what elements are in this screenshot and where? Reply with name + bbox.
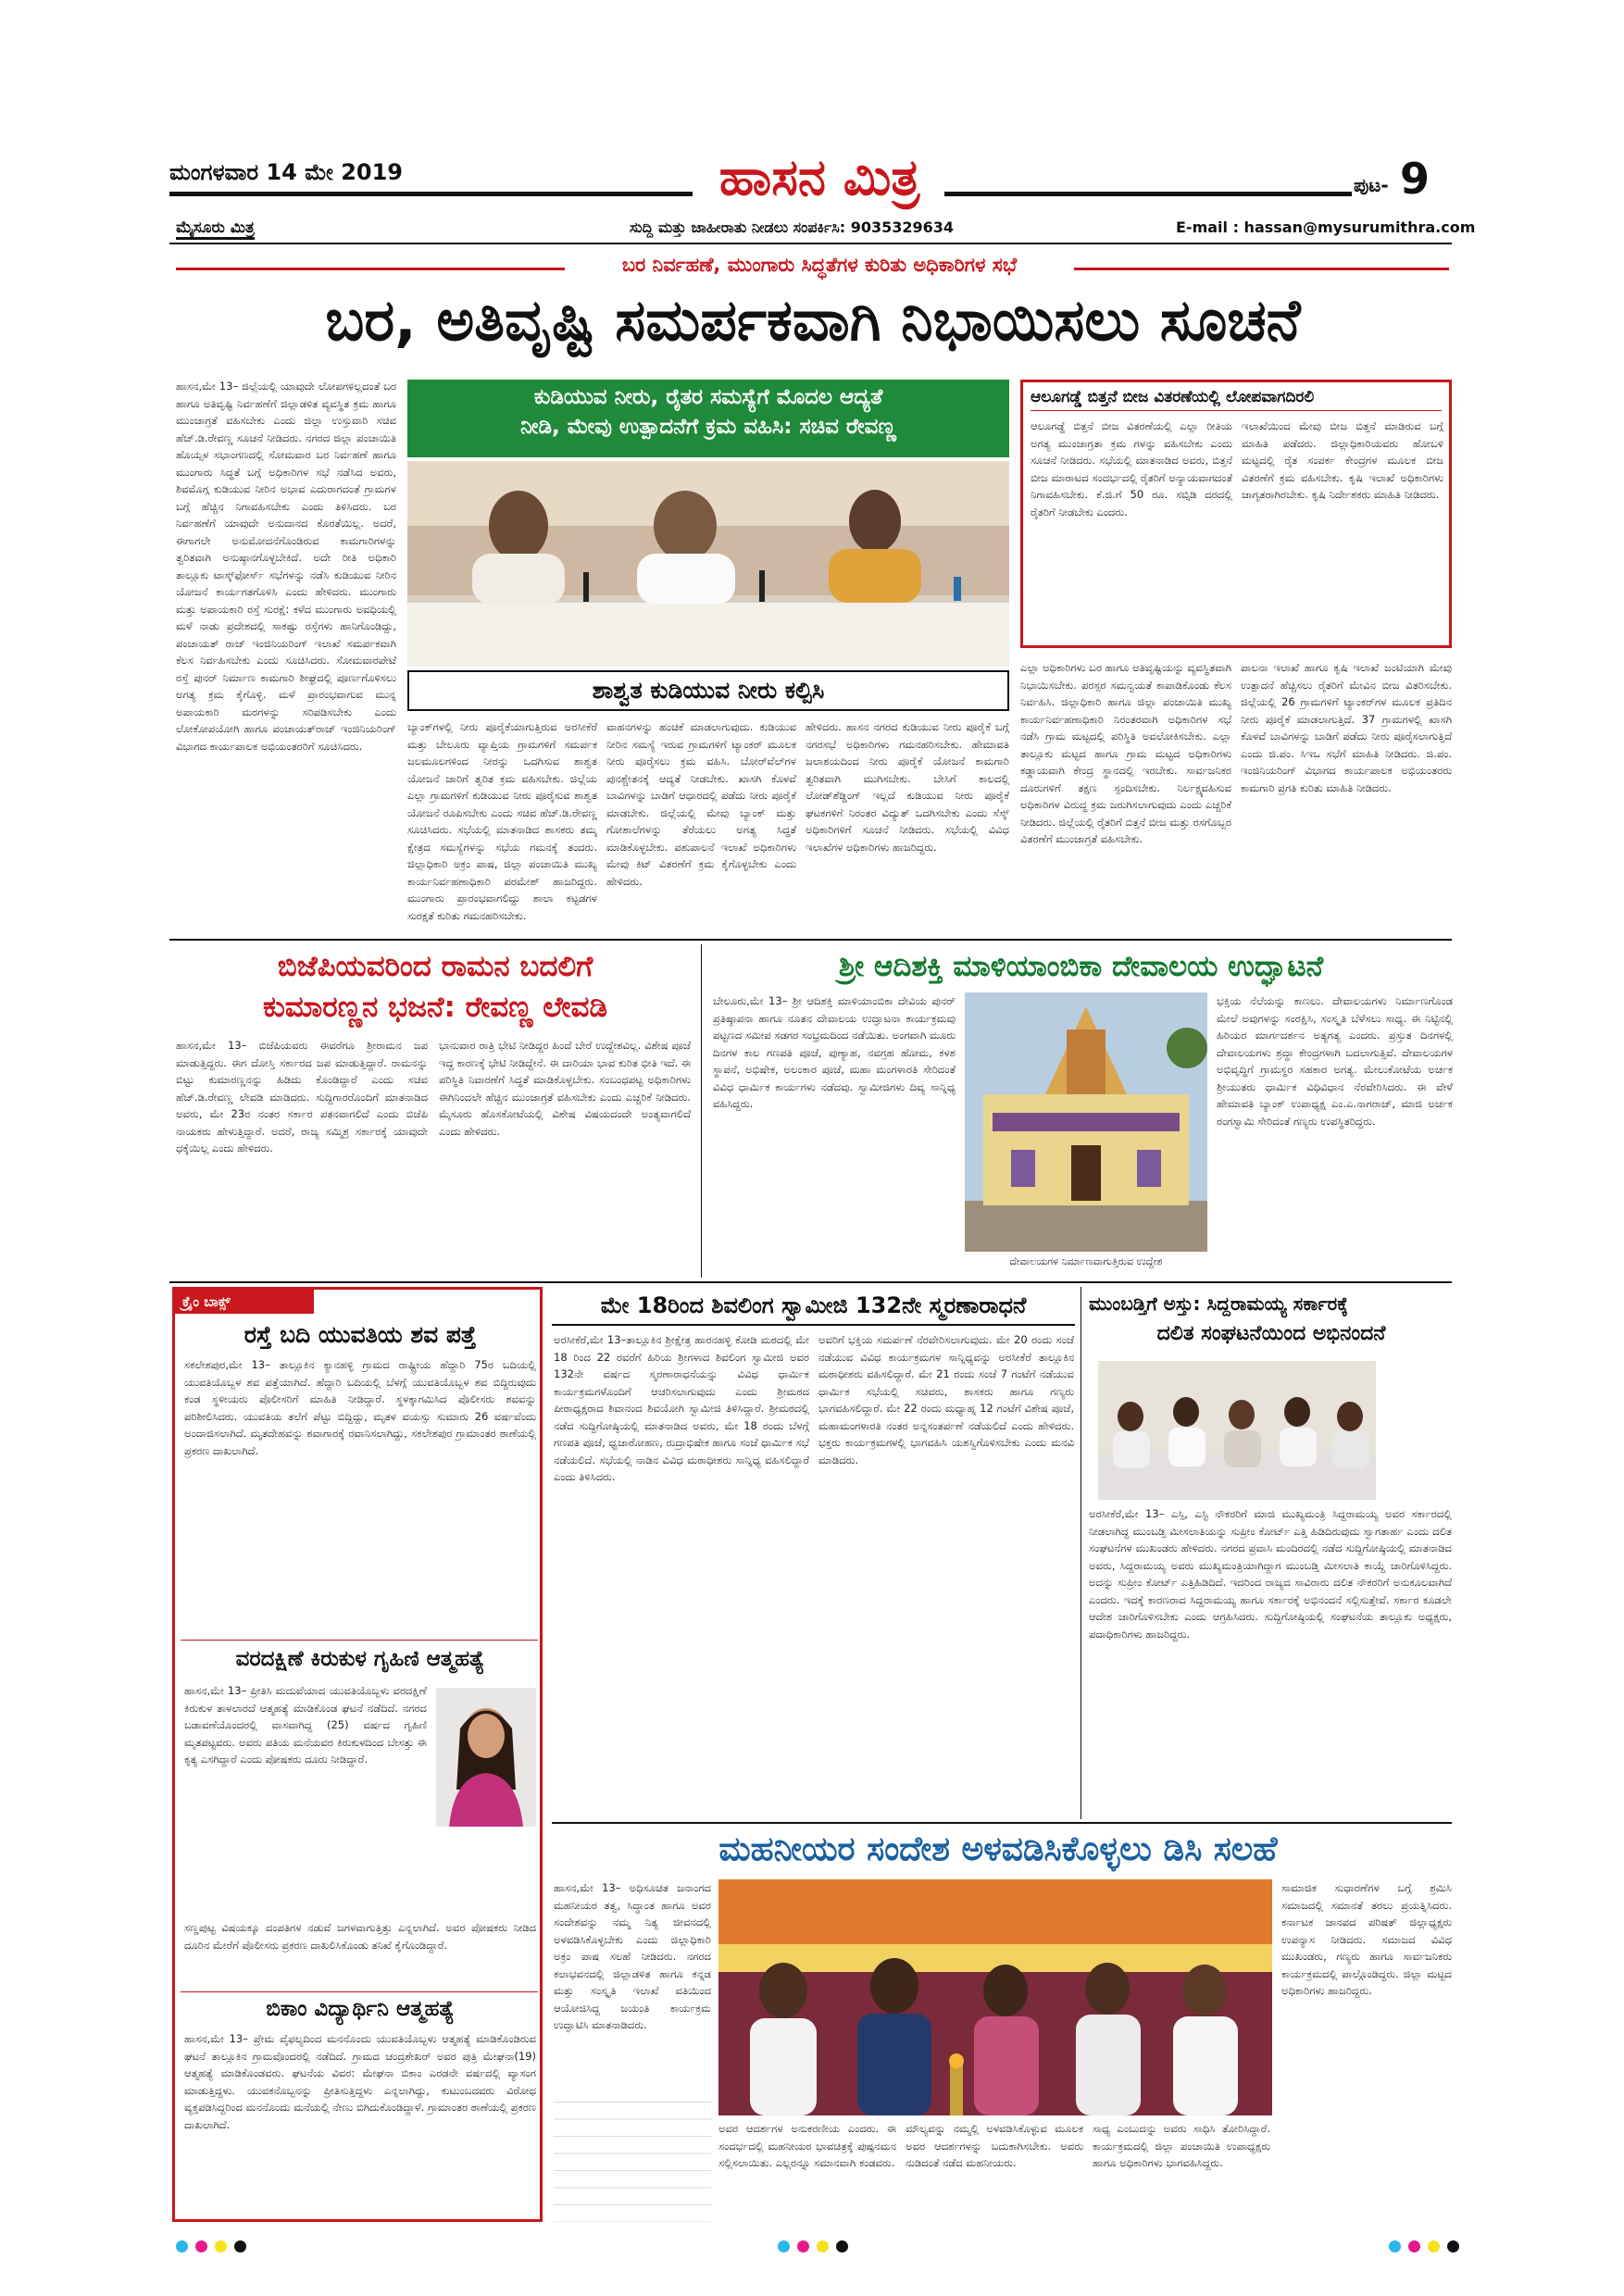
lower-horizontal-rule <box>552 1822 1452 1824</box>
registration-marks-left <box>176 2239 254 2256</box>
seed-box-text-a: ಆಲೂಗಡ್ಡೆ ಬಿತ್ತನೆ ಬೀಜ ವಿತರಣೆಯಲ್ಲಿ ಎಲ್ಲಾ ರೀತಿಯ ಅಗತ್ಯ ಮುಂಜಾಗ್ರತಾ ಕ್ರಮ ಗಳನ್ನು ವಹಿಸಬೇಕು ಎಂದು ಸೂಚನೆ ನೀಡಿದರು. ಸಭೆಯಲ್ಲಿ ಮಾತನಾಡಿದ ಅವರು, ಬಿತ್ತನೆ ಬೀಜ ಮಾರಾಟದ ಸಂದರ್ಭದಲ್ಲಿ ರೈತರಿಗೆ ಅನ್ಯಾಯವಾಗದಂತೆ ನಿಗಾವಹಿಸಬೇಕು. ಕೆ.ಜಿ.ಗೆ 50 ರೂ. ಸಬ್ಸಿಡಿ ದರದಲ್ಲಿ ರೈತರಿಗೆ ನೀಡಬೇಕು ಎಂದರು. <box>1031 419 1232 518</box>
vertical-divider-mid <box>701 944 702 1278</box>
lead-subhead-band <box>407 380 1009 457</box>
masthead-left-rule <box>169 192 693 196</box>
mumbadthi-photo <box>1098 1361 1376 1500</box>
crime-text-1: ಸಕಲೇಶಪುರ,ಮೇ 13– ತಾಲ್ಲೂಕಿನ ಕ್ಯಾನಹಳ್ಳಿ ಗ್ರಾಮದ ರಾಷ್ಟ್ರೀಯ ಹೆದ್ದಾರಿ 75ರ ಬದಿಯಲ್ಲಿ ಯುವತಿಯೊಬ್ಬಳ ಶವ ಪತ್ತೆಯಾಗಿದೆ. ಹೆದ್ದಾರಿ ಬದಿಯಲ್ಲಿ ಬೆಳಗ್ಗೆ ಯುವತಿಯೊಬ್ಬಳ ಶವ ಬಿದ್ದಿರುವುದು ಕಂಡ ಸ್ಥಳೀಯರು ಪೊಲೀಸರಿಗೆ ಮಾಹಿತಿ ನೀಡಿದ್ದಾರೆ. ಸ್ಥಳಕ್ಕಾಗಮಿಸಿದ ಪೊಲೀಸರು ಶವವನ್ನು ಪರಿಶೀಲಿಸಿದರು. ಯುವತಿಯ ತಲೆಗೆ ಪೆಟ್ಟು ಬಿದ್ದಿದ್ದು, ಮೃತಳ ವಯಸ್ಸು ಸುಮಾರು 26 ವರ್ಷವೆಂದು ಅಂದಾಜಿಸಲಾಗಿದೆ. ಮೃತದೇಹವನ್ನು ಶವಾಗಾರಕ್ಕೆ ರವಾನಿಸಲಾಗಿದ್ದು, ಸಕಲೇಶಪುರ ಗ್ರಾಮಾಂತರ ಠಾಣೆಯಲ್ಲಿ ಪ್ರಕರಣ ದಾಖಲಾಗಿದೆ. <box>184 1358 536 1457</box>
lead-column-6: ಪಾಲನಾ ಇಲಾಖೆ ಹಾಗೂ ಕೃಷಿ ಇಲಾಖೆ ಜಂಟಿಯಾಗಿ ಮೇವು ಉತ್ಪಾದನೆ ಹೆಚ್ಚಿಸಲು ರೈತರಿಗೆ ಮೇವಿನ ಬೀಜ ವಿತರಿಸಬೇಕು. ಜಿಲ್ಲೆಯಲ್ಲಿ 26 ಗ್ರಾಮಗಳಿಗೆ ಟ್ಯಾಂಕರ್‌ಗಳ ಮೂಲಕ ಪ್ರತಿದಿನ ನೀರು ಪೂರೈಕೆ ಮಾಡಲಾಗುತ್ತಿದೆ. 37 ಗ್ರಾಮಗಳಲ್ಲಿ ಖಾಸಗಿ ಕೊಳವೆ ಬಾವಿಗಳನ್ನು ಬಾಡಿಗೆ ಪಡೆದು ನೀರು ಪೂರೈಸಲಾಗುತ್ತಿದೆ ಎಂದು ಜಿ.ಪಂ. ಸಿಇಒ ಸಭೆಗೆ ಮಾಹಿತಿ ನೀಡಿದರು. ಜಿ.ಪಂ. ಇಂಜಿನಿಯರಿಂಗ್ ವಿಭಾಗದ ಕಾರ್ಯಪಾಲಕ ಅಭಿಯಂತರರು ಕಾಮಗಾರಿ ಪ್ರಗತಿ ಕುರಿತು ಮಾಹಿತಿ ನೀಡಿದರು. <box>1241 661 1452 794</box>
shivalinga-headline-rule <box>552 1324 1075 1326</box>
lead-column-5: ಎಲ್ಲಾ ಅಧಿಕಾರಿಗಳು ಬರ ಹಾಗೂ ಅತಿವೃಷ್ಟಿಯನ್ನು ವ್ಯವಸ್ಥಿತವಾಗಿ ನಿಭಾಯಿಸಬೇಕು. ಪರಸ್ಪರ ಸಮನ್ವಯತೆ ಕಾಪಾಡಿಕೊಂಡು ಕೆಲಸ ನಿರ್ವಹಿಸಿ. ಜಿಲ್ಲಾಧಿಕಾರಿ ಹಾಗೂ ಜಿಲ್ಲಾ ಪಂಚಾಯಿತಿ ಮುಖ್ಯ ಕಾರ್ಯನಿರ್ವಹಣಾಧಿಕಾರಿ ನಿರಂತರವಾಗಿ ಅಧಿಕಾರಿಗಳ ಸಭೆ ನಡೆಸಿ ಗ್ರಾಮ ಮಟ್ಟದಲ್ಲಿ ಪರಿಸ್ಥಿತಿ ಅವಲೋಕಿಸಬೇಕು. ಎಲ್ಲಾ ತಾಲ್ಲೂಕು ಮಟ್ಟದ ಹಾಗೂ ಗ್ರಾಮ ಮಟ್ಟದ ಅಧಿಕಾರಿಗಳು ಕಡ್ಡಾಯವಾಗಿ ಕೇಂದ್ರ ಸ್ಥಾನದಲ್ಲಿ ಇರಬೇಕು. ಸಾರ್ವಜನಿಕರ ದೂರುಗಳಿಗೆ ತಕ್ಷಣ ಸ್ಪಂದಿಸಬೇಕು. ನಿರ್ಲಕ್ಷ್ಯವಹಿಸುವ ಅಧಿಕಾರಿಗಳ ವಿರುದ್ಧ ಕ್ರಮ ಜರುಗಿಸಲಾಗುವುದು ಎಂದು ಎಚ್ಚರಿಕೆ ನೀಡಿದರು. ಜಿಲ್ಲೆಯಲ್ಲಿ ರೈತರಿಗೆ ಬಿತ್ತನೆ ಬೀಜ ಮತ್ತು ರಸಗೊಬ್ಬರ ವಿತರಣೆಗೆ ಮುಂಜಾಗ್ರತೆ ವಹಿಸಬೇಕು. <box>1020 661 1231 845</box>
masthead-publisher: ಮೈಸೂರು ಮಿತ್ರ <box>176 218 255 240</box>
message-column-1-cont <box>554 2089 711 2222</box>
crime-text-2a: ಹಾಸನ,ಮೇ 13– ಪ್ರೀತಿಸಿ ಮದುವೆಯಾದ ಯುವತಿಯೊಬ್ಬಳು ವರದಕ್ಷಿಣೆ ಕಿರುಕುಳ ತಾಳಲಾರದೆ ಆತ್ಮಹತ್ಯೆ ಮಾಡಿಕೊಂಡ ಘಟನೆ ನಡೆದಿದೆ. ನಗರದ ಬಡಾವಣೆಯೊಂದರಲ್ಲಿ ವಾಸವಾಗಿದ್ದ (25) ವರ್ಷದ ಗೃಹಿಣಿ ಮೃತಪಟ್ಟವರು. ಅವರು ಪತಿಯ ಮನೆಯವರ ಕಿರುಕುಳದಿಂದ ಬೇಸತ್ತು ಈ ಕೃತ್ಯ ಎಸಗಿದ್ದಾರೆ ಎಂದು ಪೋಷಕರು ದೂರು ನೀಡಿದ್ದಾರೆ. <box>184 1684 427 1766</box>
masthead-title: ಹಾಸನ ಮಿತ್ರ <box>718 148 920 206</box>
temple-column-1: ಬೇಲೂರು,ಮೇ 13– ಶ್ರೀ ಆದಿಶಕ್ತಿ ಮಾಳಿಯಾಂಬಿಕಾ ದೇವಿಯ ಪುನರ್ ಪ್ರತಿಷ್ಠಾಪನಾ ಹಾಗೂ ನೂತನ ದೇವಾಲಯ ಉದ್ಘಾಟನಾ ಕಾರ್ಯಕ್ರಮವು ಪಟ್ಟಣದ ಸಮೀಪ ಸಡಗರ ಸಂಭ್ರಮದಿಂದ ನಡೆಯಿತು. ಅಂಗವಾಗಿ ಮೂರು ದಿನಗಳ ಕಾಲ ಗಣಪತಿ ಪೂಜೆ, ಪುಣ್ಯಾಹ, ನವಗ್ರಹ ಹೋಮ, ಕಳಶ ಸ್ಥಾಪನೆ, ಅಭಿಷೇಕ, ಅಲಂಕಾರ ಪೂಜೆ, ಮಹಾ ಮಂಗಳಾರತಿ ಸೇರಿದಂತೆ ವಿವಿಧ ಧಾರ್ಮಿಕ ಕಾರ್ಯಗಳು ನಡೆದವು. ಸ್ವಾಮೀಜಿಗಳು ದಿವ್ಯ ಸಾನ್ನಿಧ್ಯ ವಹಿಸಿದ್ದರು. <box>713 994 956 1110</box>
mumbadthi-headline-line1: ಮುಂಬಡ್ತಿಗೆ ಅಸ್ತು: ಸಿದ್ದರಾಮಯ್ಯ ಸರ್ಕಾರಕ್ಕೆ <box>1089 1292 1348 1315</box>
lead-kicker-right-rule <box>1074 268 1449 270</box>
temple-photo <box>965 992 1207 1252</box>
crime-text-2b: ಸಣ್ಣಪುಟ್ಟ ವಿಷಯಕ್ಕೂ ದಂಪತಿಗಳ ನಡುವೆ ಜಗಳವಾಗುತ್ತಿತ್ತು ಎನ್ನಲಾಗಿದೆ. ಅವರ ಪೋಷಕರು ನೀಡಿದ ದೂರಿನ ಮೇರೆಗೆ ಪೊಲೀಸರು ಪ್ರಕರಣ ದಾಖಲಿಸಿಕೊಂಡು ತನಿಖೆ ಕೈಗೊಂಡಿದ್ದಾರೆ. <box>184 1921 536 1952</box>
lead-meeting-photo <box>407 461 1009 667</box>
seed-box-title: ಆಲೂಗಡ್ಡೆ ಬಿತ್ತನೆ ಬೀಜ ವಿತರಣೆಯಲ್ಲಿ ಲೋಪವಾಗದಿರಲಿ <box>1031 388 1442 411</box>
masthead-email: E-mail : hassan@mysurumithra.com <box>1176 218 1476 236</box>
crime-section-tag: ಕ್ರೈಂ ಬಾಕ್ಸ್ <box>175 1290 314 1314</box>
shivalinga-column-1: ಅರಸೀಕೆರೆ,ಮೇ 13–ತಾಲ್ಲೂಕಿನ ಶ್ರೀಕ್ಷೇತ್ರ ಹಾರನಹಳ್ಳಿ ಕೋಡಿ ಮಠದಲ್ಲಿ ಮೇ 18 ರಿಂದ 22 ರವರೆಗೆ ಹಿರಿಯ ಶ್ರೀಗಳಾದ ಶಿವಲಿಂಗ ಸ್ವಾಮೀಜಿ ಅವರ 132ನೇ ವರ್ಷದ ಸ್ಮರಣಾರಾಧನೆಯನ್ನು ವಿವಿಧ ಧಾರ್ಮಿಕ ಕಾರ್ಯಕ್ರಮಗಳೊಂದಿಗೆ ಆಚರಿಸಲಾಗುವುದು ಎಂದು ಶ್ರೀಮಠದ ಪೀಠಾಧ್ಯಕ್ಷರಾದ ಶಿವಾನಂದ ಶಿವಯೋಗಿ ಸ್ವಾಮೀಜಿ ತಿಳಿಸಿದ್ದಾರೆ. ಶ್ರೀಮಠದಲ್ಲಿ ನಡೆದ ಸುದ್ದಿಗೋಷ್ಠಿಯಲ್ಲಿ ಮಾತನಾಡಿದ ಅವರು, ಮೇ 18 ರಂದು ಬೆಳಗ್ಗೆ ಗಣಪತಿ ಪೂಜೆ, ಧ್ವಜಾರೋಹಣ, ರುದ್ರಾಭಿಷೇಕ ಹಾಗೂ ಸಂಜೆ ಧಾರ್ಮಿಕ ಸಭೆ ನಡೆಯಲಿದೆ. ಸಭೆಯಲ್ಲಿ ನಾಡಿನ ವಿವಿಧ ಮಠಾಧೀಶರು ಸಾನ್ನಿಧ್ಯ ವಹಿಸಲಿದ್ದಾರೆ ಎಂದು ತಿಳಿಸಿದರು. <box>554 1333 809 1483</box>
seed-box <box>1020 380 1452 648</box>
mid-horizontal-rule <box>169 1281 1452 1283</box>
message-event-photo <box>718 1879 1272 2115</box>
message-column-2: ಸಾಮಾಜಿಕ ಸುಧಾರಣೆಗಳ ಬಗ್ಗೆ ಶ್ರಮಿಸಿ ಸಮಾಜದಲ್ಲಿ ಸಮಾನತೆ ತರಲು ಪ್ರಯತ್ನಿಸಿದರು. ಕರ್ನಾಟಕ ಜಾನಪದ ಪರಿಷತ್ ಜಿಲ್ಲಾಧ್ಯಕ್ಷರು ಉಪನ್ಯಾಸ ನೀಡಿದರು. ಸಮಾಜದ ವಿವಿಧ ಮುಖಂಡರು, ಗಣ್ಯರು ಹಾಗೂ ಸಾರ್ವಜನಿಕರು ಕಾರ್ಯಕ್ರಮದಲ್ಲಿ ಪಾಲ್ಗೊಂಡಿದ್ದರು. ಜಿಲ್ಲಾ ಮಟ್ಟದ ಅಧಿಕಾರಿಗಳು ಹಾಜರಿದ್ದರು. <box>1281 1881 1452 1997</box>
lead-column-2: ಬ್ಯಾಂಕ್‌ಗಳಲ್ಲಿ ನೀರು ಪೂರೈಕೆಯಾಗುತ್ತಿರುವ ಅರಸೀಕೆರೆ ಮತ್ತು ಬೇಲೂರು ವ್ಯಾಪ್ತಿಯ ಗ್ರಾಮಗಳಿಗೆ ಸಮರ್ಪಕ ಜಲಮೂಲಗಳಿಂದ ನೀರನ್ನು ಒದಗಿಸುವ ಶಾಶ್ವತ ಯೋಜನೆ ಜಾರಿಗೆ ತ್ವರಿತ ಕ್ರಮ ವಹಿಸಬೇಕು. ಜಿಲ್ಲೆಯ ಎಲ್ಲಾ ಗ್ರಾಮಗಳಿಗೆ ಕುಡಿಯುವ ನೀರು ಪೂರೈಸುವ ಶಾಶ್ವತ ಯೋಜನೆ ರೂಪಿಸಬೇಕು ಎಂದು ಸಚಿವ ಹೆಚ್.ಡಿ.ರೇವಣ್ಣ ಸೂಚಿಸಿದರು. ಸಭೆಯಲ್ಲಿ ಮಾತನಾಡಿದ ಶಾಸಕರು ತಮ್ಮ ಕ್ಷೇತ್ರದ ಸಮಸ್ಯೆಗಳನ್ನು ಸಭೆಯ ಗಮನಕ್ಕೆ ತಂದರು. ಜಿಲ್ಲಾಧಿಕಾರಿ ಅಕ್ರಂ ಪಾಷ, ಜಿಲ್ಲಾ ಪಂಚಾಯಿತಿ ಮುಖ್ಯ ಕಾರ್ಯನಿರ್ವಹಣಾಧಿಕಾರಿ ಪರಮೇಶ್ ಹಾಜರಿದ್ದರು. ಮುಂಗಾರು ಪ್ರಾರಂಭವಾಗಲಿದ್ದು ಶಾಲಾ ಕಟ್ಟಡಗಳ ಸುರಕ್ಷತೆ ಕುರಿತು ಗಮನಹರಿಸಬೇಕು. <box>407 720 597 922</box>
temple-headline: ಶ್ರೀ ಆದಿಶಕ್ತಿ ಮಾಳಿಯಾಂಬಿಕಾ ದೇವಾಲಯ ಉದ್ಘಾಟನೆ <box>838 950 1324 983</box>
lead-box-title-text: ಶಾಶ್ವತ ಕುಡಿಯುವ ನೀರು ಕಲ್ಪಿಸಿ <box>592 677 825 704</box>
masthead-contact: ಸುದ್ದಿ ಮತ್ತು ಜಾಹೀರಾತು ನೀಡಲು ಸಂಪರ್ಕಿಸಿ: 9035329634 <box>630 218 955 236</box>
message-caption-1: ಅವರ ಆದರ್ಶಗಳ ಅನುಕರಣೀಯ ಎಂದರು. ಈ ಸಂದರ್ಭದಲ್ಲಿ ಮಹನೀಯರ ಭಾವಚಿತ್ರಕ್ಕೆ ಪುಷ್ಪನಮನ ಸಲ್ಲಿಸಲಾಯಿತು. ಎಲ್ಲರನ್ನೂ ಸಮಾನವಾಗಿ ಕಂಡವರು. <box>718 2122 896 2169</box>
message-column-1: ಹಾಸನ,ಮೇ 13– ಅಧಿಸೂಚಿತ ಜನಾಂಗದ ಮಹನೀಯರ ತತ್ವ, ಸಿದ್ಧಾಂತ ಹಾಗೂ ಅವರ ಸಂದೇಶವನ್ನು ನಮ್ಮ ನಿತ್ಯ ಜೀವನದಲ್ಲಿ ಅಳವಡಿಸಿಕೊಳ್ಳಬೇಕು ಎಂದು ಜಿಲ್ಲಾಧಿಕಾರಿ ಅಕ್ರಂ ಪಾಷ ಸಲಹೆ ನೀಡಿದರು. ನಗರದ ಕಲಾಭವನದಲ್ಲಿ ಜಿಲ್ಲಾಡಳಿತ ಹಾಗೂ ಕನ್ನಡ ಮತ್ತು ಸಂಸ್ಕೃತಿ ಇಲಾಖೆ ವತಿಯಿಂದ ಆಯೋಜಿಸಿದ್ದ ಜಯಂತಿ ಕಾರ್ಯಕ್ರಮ ಉದ್ಘಾಟಿಸಿ ಮಾತನಾಡಿದರು. <box>554 1881 711 2031</box>
registration-marks-right <box>1389 2239 1467 2256</box>
crime-victim-photo <box>436 1688 536 1827</box>
masthead-page-label: ಪುಟ- <box>1354 174 1389 196</box>
lead-kicker-left-rule <box>176 268 565 270</box>
crime-rule-2 <box>181 1991 538 1992</box>
lead-column-4: ಹೇಳಿದರು. ಹಾಸನ ನಗರದ ಕುಡಿಯುವ ನೀರು ಪೂರೈಕೆ ಬಗ್ಗೆ ನಗರಸಭೆ ಅಧಿಕಾರಿಗಳು ಗಮನಹರಿಸಬೇಕು. ಹೇಮಾವತಿ ಜಲಾಶಯದಿಂದ ನೀರು ಪೂರೈಕೆ ಯೋಜನೆ ಕಾಮಗಾರಿ ತ್ವರಿತವಾಗಿ ಮುಗಿಸಬೇಕು. ಬೇಸಿಗೆ ಕಾಲದಲ್ಲಿ ಲೋಡ್‌ಶೆಡ್ಡಿಂಗ್ ಇಲ್ಲದೆ ಕುಡಿಯುವ ನೀರು ಪೂರೈಕೆ ಘಟಕಗಳಿಗೆ ನಿರಂತರ ವಿದ್ಯುತ್ ಒದಗಿಸಬೇಕು ಎಂದು ಸೆಸ್ಕ್ ಅಧಿಕಾರಿಗಳಿಗೆ ಸೂಚನೆ ನೀಡಿದರು. ಸಭೆಯಲ್ಲಿ ವಿವಿಧ ಇಲಾಖೆಗಳ ಅಧಿಕಾರಿಗಳು ಹಾಜರಿದ್ದರು. <box>806 720 1009 854</box>
lead-headline: ಬರ, ಅತಿವೃಷ್ಟಿ ಸಮರ್ಪಕವಾಗಿ ನಿಭಾಯಿಸಲು ಸೂಚನೆ <box>325 286 1301 354</box>
lead-bottom-rule <box>169 939 1452 941</box>
message-caption-3: ಸಾಧ್ಯ ಎಂಬುದನ್ನು ಅವರು ಸಾಧಿಸಿ ತೋರಿಸಿದ್ದಾರೆ. ಕಾರ್ಯಕ್ರಮದಲ್ಲಿ ಜಿಲ್ಲಾ ಪಂಚಾಯಿತಿ ಉಪಾಧ್ಯಕ್ಷರು ಹಾಗೂ ಅಧಿಕಾರಿಗಳು ಭಾಗವಹಿಸಿದ್ದರು. <box>1093 2122 1270 2169</box>
lead-column-1: ಹಾಸನ,ಮೇ 13– ಜಿಲ್ಲೆಯಲ್ಲಿ ಯಾವುದೇ ಲೋಪಗಳಿಲ್ಲದಂತೆ ಬರ ಹಾಗೂ ಅತಿವೃಷ್ಟಿ ನಿರ್ವಹಣೆಗೆ ಜಿಲ್ಲಾಡಳಿತ ವ್ಯವಸ್ಥಿತ ಕ್ರಮ ಹಾಗೂ ಮುಂಜಾಗ್ರತೆ ವಹಿಸಬೇಕು ಎಂದು ಜಿಲ್ಲಾ ಉಸ್ತುವಾರಿ ಸಚಿವ ಹೆಚ್.ಡಿ.ರೇವಣ್ಣ ಸೂಚನೆ ನೀಡಿದರು. ನಗರದ ಜಿಲ್ಲಾ ಪಂಚಾಯಿತಿ ಹೊಯ್ಸಳ ಸಭಾಂಗಣದಲ್ಲಿ ಸೋಮವಾರ ಬರ ನಿರ್ವಹಣೆ ಹಾಗೂ ಮುಂಗಾರು ಸಿದ್ಧತೆ ಬಗ್ಗೆ ಅಧಿಕಾರಿಗಳ ಸಭೆ ನಡೆಸಿದ ಅವರು, ಶಿವಮೊಗ್ಗ ಕುಡಿಯುವ ನೀರಿನ ಅಭಾವ ಎದುರಾಗದಂತೆ ಗ್ರಾಮಗಳ ಬಗ್ಗೆ ಹೆಚ್ಚಿನ ನಿಗಾವಹಿಸಬೇಕು ಎಂದು ತಿಳಿಸಿದರು. ಬರ ನಿರ್ವಹಣೆಗೆ ಯಾವುದೇ ಅನುದಾನದ ಕೊರತೆಯಿಲ್ಲ. ಅದರೆ, ಈಗಾಗಲೇ ಅನುಮೋದನೆಗೊಂಡಿರುವ ಕಾಮಗಾರಿಗಳನ್ನು ತ್ವರಿತವಾಗಿ ಅನುಷ್ಠಾನಗೊಳ್ಳಬೇಕಿದೆ. ಅದೇ ರೀತಿ ಅಧಿಕಾರಿ ತಾಲ್ಲೂಕು ಟಾಸ್ಕ್‌ಫೋರ್ಸ್ ಸಭೆಗಳನ್ನು ನಡೆಸಿ ಕುಡಿಯುವ ನೀರಿನ ಯೋಜನೆ ಕಾರ್ಯಗತಗೊಳಿಸಿ ಎಂದು ಹೇಳಿದರು. ಮುಂಗಾರು ಮತ್ತು ಅಪಾಯಕಾರಿ ರಸ್ತೆ ಸುರಕ್ಷೆ: ಕಳೆದ ಮುಂಗಾರು ಅವಧಿಯಲ್ಲಿ ಮಳೆ ನಾಡು ಪ್ರದೇಶದಲ್ಲಿ ಸಾಕಷ್ಟು ರಸ್ತೆಗಳು ಹಾನಿಗೊಂಡಿದ್ದು, ಪಂಚಾಯತ್ ರಾಜ್ ಇಂಜಿನಿಯರಿಂಗ್ ಇಲಾಖೆ ಸಮರ್ಪಕವಾಗಿ ಕೆಲಸ ನಿರ್ವಹಿಸಬೇಕು ಎಂದು ಸೂಚಿಸಿದರು. ಸೋಮವಾರಪೇಟೆ ರಸ್ತೆ ಪುನರ್ ನಿರ್ಮಾಣ ಕಾಮಗಾರಿ ಶೀಘ್ರದಲ್ಲಿ ಪೂರ್ಣಗೊಳಿಸಲು ಅಗತ್ಯ ಕ್ರಮ ಕೈಗೊಳ್ಳಿ. ಮಳೆ ಪ್ರಾರಂಭವಾಗುವ ಮುನ್ನ ಅಪಾಯಕಾರಿ ಮರಗಳನ್ನು ಸರಿಪಡಿಸಬೇಕು ಎಂದು ಲೋಕೋಪಯೋಗಿ ಹಾಗೂ ಪಂಚಾಯತ್‌ರಾಜ್ ಇಂಜಿನಿಯರಿಂಗ್ ವಿಭಾಗದ ಕಾರ್ಯಪಾಲಕ ಅಭಿಯಂತರರಿಗೆ ಸೂಚಿಸಿದರು. <box>176 380 396 753</box>
masthead-right-rule <box>944 192 1352 196</box>
crime-rule-1 <box>181 1640 538 1641</box>
mumbadthi-headline-line2: ದಲಿತ ಸಂಘಟನೆಯಿಂದ ಅಭಿನಂದನೆ <box>1156 1322 1386 1345</box>
registration-marks-center <box>778 2239 856 2256</box>
lead-subhead-line1: ಕುಡಿಯುವ ನೀರು, ರೈತರ ಸಮಸ್ಯೆಗೆ ಮೊದಲ ಆದ್ಯತೆ <box>533 385 883 409</box>
bjp-column-1: ಹಾಸನ,ಮೇ 13– ಬಿಜೆಪಿಯವರು ಈವರೆಗೂ ಶ್ರೀರಾಮನ ಜಪ ಮಾಡುತ್ತಿದ್ದರು. ಈಗ ದೋಸ್ತಿ ಸರ್ಕಾರದ ಜಪ ಮಾಡುತ್ತಿದ್ದಾರೆ. ರಾಮನನ್ನು ಬಿಟ್ಟು ಕುಮಾರಣ್ಣನನ್ನು ಹಿಡಿದು ಕೊಂಡಿದ್ದಾರೆ ಎಂದು ಸಚಿವ ಹೆಚ್.ಡಿ.ರೇವಣ್ಣ ಲೇವಡಿ ಮಾಡಿದರು. ಸುದ್ದಿಗಾರರೊಂದಿಗೆ ಮಾತನಾಡಿದ ಅವರು, ಮೇ 23ರ ನಂತರ ಸರ್ಕಾರ ಪತನವಾಗಲಿದೆ ಎಂದು ಬಿಜೆಪಿ ನಾಯಕರು ಹೇಳುತ್ತಿದ್ದಾರೆ. ಅದರೆ, ರಾಜ್ಯ ಸಮ್ಮಿಶ್ರ ಸರ್ಕಾರಕ್ಕೆ ಯಾವುದೇ ಧಕ್ಕೆಯಿಲ್ಲ ಎಂದು ಹೇಳಿದರು. <box>176 1039 428 1154</box>
lead-subhead-line2: ನೀಡಿ, ಮೇವು ಉತ್ಪಾದನೆಗೆ ಕ್ರಮ ವಹಿಸಿ: ಸಚಿವ ರೇವಣ್ಣ <box>520 415 896 439</box>
masthead-date: ಮಂಗಳವಾರ 14 ಮೇ 2019 <box>169 159 404 185</box>
message-headline: ಮಹನೀಯರ ಸಂದೇಶ ಅಳವಡಿಸಿಕೊಳ್ಳಲು ಡಿಸಿ ಸಲಹೆ <box>718 1830 1278 1868</box>
bjp-headline-line2: ಕುಮಾರಣ್ಣನ ಭಜನೆ: ರೇವಣ್ಣ ಲೇವಡಿ <box>263 991 607 1024</box>
bjp-headline <box>176 946 694 1028</box>
bjp-headline-line1: ಬಿಜೆಪಿಯವರಿಂದ ರಾಮನ ಬದಲಿಗೆ <box>277 950 593 983</box>
shivalinga-headline: ಮೇ 18ರಿಂದ ಶಿವಲಿಂಗ ಸ್ವಾಮೀಜಿ 132ನೇ ಸ್ಮರಣಾರಾಧನೆ <box>600 1292 1027 1318</box>
temple-column-2: ಭಕ್ತಿಯ ನೆಲೆಯನ್ನು ಕಾಣಲು. ದೇವಾಲಯಗಳು ನಿರ್ಮಾಣಗೊಂಡ ಮೇಲೆ ಅವುಗಳನ್ನು ಸಂರಕ್ಷಿಸಿ, ಸಂಸ್ಕೃತಿ ಬೆಳೆಸಲು ಸಾಧ್ಯ. ಈ ನಿಟ್ಟಿನಲ್ಲಿ ಹಿರಿಯರ ಮಾರ್ಗದರ್ಶನ ಅತ್ಯಗತ್ಯ ಎಂದರು. ಪ್ರಸ್ತುತ ದಿನಗಳಲ್ಲಿ ದೇವಾಲಯಗಳು ಶ್ರದ್ಧಾ ಕೇಂದ್ರಗಳಾಗಿ ಬದಲಾಗುತ್ತಿವೆ. ದೇವಾಲಯಗಳ ಅಭಿವೃದ್ಧಿಗೆ ಗ್ರಾಮಸ್ಥರ ಸಹಕಾರ ಅಗತ್ಯ. ಮೇಲುಕೋಟೆಯ ಅರ್ಚಕ ಶ್ರೀಯುತರು ಧಾರ್ಮಿಕ ವಿಧಿವಿಧಾನ ನೆರವೇರಿಸಿದರು. ಈ ವೇಳೆ ಹೇಮಾವತಿ ಬ್ಯಾಂಕ್ ಉಪಾಧ್ಯಕ್ಷ ಎಂ.ಎ.ನಾಗರಾಜ್, ಮಾಜಿ ಅರ್ಚಕ ರಂಗಸ್ವಾಮಿ ಸೇರಿದಂತೆ ಗಣ್ಯರು ಉಪಸ್ಥಿತರಿದ್ದರು. <box>1217 994 1453 1128</box>
lead-box-title <box>407 670 1009 711</box>
seed-box-text-b: ಇಲಾಖೆಯಿಂದ ಮೇವು ಬೀಜ ಬಿತ್ತನೆ ಮಾಡಿರುವ ಬಗ್ಗೆ ಮಾಹಿತಿ ಪಡೆದರು. ಜಿಲ್ಲಾಧಿಕಾರಿಯವರು ಹೋಬಳಿ ಮಟ್ಟದಲ್ಲಿ ರೈತ ಸಂಪರ್ಕ ಕೇಂದ್ರಗಳ ಮೂಲಕ ಬೀಜ ವಿತರಣೆಗೆ ಕ್ರಮ ವಹಿಸಬೇಕು. ಕೃಷಿ ಇಲಾಖೆ ಅಧಿಕಾರಿಗಳು ಜಾಗೃತರಾಗಿರಬೇಕು. ಕೃಷಿ ನಿರ್ದೇಶಕರು ಮಾಹಿತಿ ನೀಡಿದರು. <box>1242 419 1443 501</box>
lead-column-3: ವಾಹನಗಳನ್ನು ಹಂಚಿಕೆ ಮಾಡಲಾಗುವುದು. ಕುಡಿಯುವ ನೀರಿನ ಸಮಸ್ಯೆ ಇರುವ ಗ್ರಾಮಗಳಿಗೆ ಟ್ಯಾಂಕರ್ ಮೂಲಕ ನೀರು ಪೂರೈಸಲು ಕ್ರಮ ವಹಿಸಿ. ಬೋರ್‌ವೆಲ್‌ಗಳ ಪುನಶ್ಚೇತನಕ್ಕೆ ಆದ್ಯತೆ ನೀಡಬೇಕು. ಖಾಸಗಿ ಕೊಳವೆ ಬಾವಿಗಳನ್ನು ಬಾಡಿಗೆ ಆಧಾರದಲ್ಲಿ ಪಡೆದು ನೀರು ಪೂರೈಕೆ ಮಾಡಬೇಕು. ಜಿಲ್ಲೆಯಲ್ಲಿ ಮೇವು ಬ್ಯಾಂಕ್ ಮತ್ತು ಗೋಶಾಲೆಗಳನ್ನು ತೆರೆಯಲು ಅಗತ್ಯ ಸಿದ್ಧತೆ ಮಾಡಿಕೊಳ್ಳಬೇಕು. ಪಶುಪಾಲನೆ ಇಲಾಖೆ ಅಧಿಕಾರಿಗಳು ಮೇವು ಕಿಟ್ ವಿತರಣೆಗೆ ಕ್ರಮ ಕೈಗೊಳ್ಳಬೇಕು ಎಂದು ಹೇಳಿದರು. <box>606 720 796 888</box>
crime-box <box>172 1287 543 2222</box>
crime-text-3: ಹಾಸನ,ಮೇ 13– ಪ್ರೇಮ ವೈಫಲ್ಯದಿಂದ ಮನನೊಂದು ಯುವತಿಯೊಬ್ಬಳು ಆತ್ಮಹತ್ಯೆ ಮಾಡಿಕೊಂಡಿರುವ ಘಟನೆ ತಾಲ್ಲೂಕಿನ ಗ್ರಾಮವೊಂದರಲ್ಲಿ ನಡೆದಿದೆ. ಗ್ರಾಮದ ಚಂದ್ರಶೇಖರ್ ಅವರ ಪುತ್ರಿ ಮೇಘನಾ(19) ಆತ್ಮಹತ್ಯೆ ಮಾಡಿಕೊಂಡವರು. ಘಟನೆಯ ವಿವರ: ಮೇಘನಾ ಬಿಕಾಂ ಎರಡನೇ ವರ್ಷದಲ್ಲಿ ವ್ಯಾಸಂಗ ಮಾಡುತ್ತಿದ್ದಳು. ಯುವಕನೊಬ್ಬನನ್ನು ಪ್ರೀತಿಸುತ್ತಿದ್ದಳು ಎನ್ನಲಾಗಿದ್ದು, ಕುಟುಂಬದವರು ವಿರೋಧ ವ್ಯಕ್ತಪಡಿಸಿದ್ದರಿಂದ ಮನನೊಂದು ಮನೆಯಲ್ಲಿ ನೇಣು ಬಿಗಿದುಕೊಂಡಿದ್ದಾಳೆ. ಗ್ರಾಮಾಂತರ ಠಾಣೆಯಲ್ಲಿ ಪ್ರಕರಣ ದಾಖಲಾಗಿದೆ. <box>184 2032 536 2131</box>
crime-headline-2: ವರದಕ್ಷಿಣೆ ಕಿರುಕುಳ ಗೃಹಿಣಿ ಆತ್ಮಹತ್ಯೆ <box>235 1647 485 1671</box>
bjp-column-2: ಭಾನುವಾರ ರಾತ್ರಿ ಭೇಟಿ ನೀಡಿದ್ದರ ಹಿಂದೆ ಬೇರೆ ಉದ್ದೇಶವಿಲ್ಲ. ವಿಶೇಷ ಪೂಜೆ ಇದ್ದ ಕಾರಣಕ್ಕೆ ಭೇಟಿ ನೀಡಿದ್ದೇನೆ. ಈ ದಾರಿಯಾ ಭಾವ ಕುರಿತ ಭೀತಿ ಇದೆ. ಈ ಪರಿಸ್ಥಿತಿ ನಿವಾರಣೆಗೆ ಸಿದ್ಧತೆ ಮಾಡಿಕೊಳ್ಳಬೇಕು. ಸಂಬಂಧಪಟ್ಟ ಅಧಿಕಾರಿಗಳು ಈಗಿನಿಂದಲೇ ಹೆಚ್ಚಿನ ಮುಂಜಾಗ್ರತೆ ವಹಿಸಬೇಕು ಎಂದು ಎಚ್ಚರಿಕೆ ನೀಡಿದರು. ಮೈಸೂರು ಹೊಸಕೋಟೆಯಲ್ಲಿ ವಿಶೇಷ ವಿಷಯದಂದೇ ಅಂತ್ಯವಾಗಲಿದೆ ಎಂದು ಹೇಳಿದರು. <box>439 1039 691 1138</box>
shivalinga-column-2: ಅವರಿಗೆ ಭಕ್ತಿಯ ಸಮರ್ಪಣೆ ನೆರವೇರಿಸಲಾಗುವುದು. ಮೇ 20 ರಂದು ಸಂಜೆ ನಡೆಯುವ ವಿವಿಧ ಕಾರ್ಯಕ್ರಮಗಳ ಸಾನ್ನಿಧ್ಯವನ್ನು ಅರಸೀಕೆರೆ ತಾಲ್ಲೂಕಿನ ಮಠಾಧೀಶರು ವಹಿಸಲಿದ್ದಾರೆ. ಮೇ 21 ರಂದು ಸಂಜೆ 7 ಗಂಟೆಗೆ ನಡೆಯುವ ಧಾರ್ಮಿಕ ಸಭೆಯಲ್ಲಿ ಸಚಿವರು, ಶಾಸಕರು ಹಾಗೂ ಗಣ್ಯರು ಭಾಗವಹಿಸಲಿದ್ದಾರೆ. ಮೇ 22 ರಂದು ಮಧ್ಯಾಹ್ನ 12 ಗಂಟೆಗೆ ವಿಶೇಷ ಪೂಜೆ, ಮಹಾಮಂಗಳಾರತಿ ನಂತರ ಅನ್ನಸಂತರ್ಪಣೆ ನಡೆಯಲಿದೆ ಎಂದು ಹೇಳಿದರು. ಭಕ್ತರು ಕಾರ್ಯಕ್ರಮಗಳಲ್ಲಿ ಭಾಗವಹಿಸಿ ಯಶಸ್ವಿಗೊಳಿಸಬೇಕು ಎಂದು ಮನವಿ ಮಾಡಿದರು. <box>818 1333 1074 1466</box>
masthead-bottom-rule <box>169 243 1452 244</box>
message-caption-2: ಮೌಲ್ಯವನ್ನು ನಮ್ಮಲ್ಲಿ ಅಳವಡಿಸಿಕೊಳ್ಳುವ ಮೂಲಕ ಅವರ ಆದರ್ಶಗಳನ್ನು ಬದುಕಾಗಿಸಬೇಕು. ಅವರು ನುಡಿದಂತೆ ನಡೆದ ಮಹನೀಯರು. <box>906 2122 1083 2169</box>
crime-headline-1: ರಸ್ತೆ ಬದಿ ಯುವತಿಯ ಶವ ಪತ್ತೆ <box>244 1321 477 1348</box>
masthead-page-number: 9 <box>1400 154 1430 204</box>
lead-kicker: ಬರ ನಿರ್ವಹಣೆ, ಮುಂಗಾರು ಸಿದ್ಧತೆಗಳ ಕುರಿತು ಅಧಿಕಾರಿಗಳ ಸಭೆ <box>621 254 1018 276</box>
temple-photo-caption: ದೇವಾಲಯಗಳ ನಿರ್ಮಾಣವಾಗುತ್ತಿರುವ ಉದ್ದೇಶ <box>1009 1255 1163 1267</box>
mumbadthi-text: ಅರಸೀಕೆರೆ,ಮೇ 13– ಎಸ್ಸಿ, ಎಸ್ಟಿ ನೌಕರರಿಗೆ ಮಾಜಿ ಮುಖ್ಯಮಂತ್ರಿ ಸಿದ್ದರಾಮಯ್ಯ ಅವರ ಸರ್ಕಾರದಲ್ಲಿ ನೀಡಲಾಗಿದ್ದ ಮುಂಬಡ್ತಿ ಮೀಸಲಾತಿಯನ್ನು ಸುಪ್ರೀಂ ಕೋರ್ಟ್ ಎತ್ತಿ ಹಿಡಿದಿರುವುದು ಸ್ವಾಗತಾರ್ಹ ಎಂದು ದಲಿತ ಸಂಘಟನೆಗಳ ಮುಖಂಡರು ಹೇಳಿದರು. ನಗರದ ಪ್ರವಾಸಿ ಮಂದಿರದಲ್ಲಿ ನಡೆದ ಸುದ್ದಿಗೋಷ್ಠಿಯಲ್ಲಿ ಮಾತನಾಡಿದ ಅವರು, ಸಿದ್ದರಾಮಯ್ಯ ಅವರು ಮುಖ್ಯಮಂತ್ರಿಯಾಗಿದ್ದಾಗ ಮುಂಬಡ್ತಿ ಮೀಸಲಾತಿ ಕಾಯ್ದೆ ಜಾರಿಗೊಳಿಸಿದ್ದರು. ಅದನ್ನು ಸುಪ್ರೀಂ ಕೋರ್ಟ್ ಎತ್ತಿಹಿಡಿದಿದೆ. ಇದರಿಂದ ರಾಜ್ಯದ ಸಾವಿರಾರು ದಲಿತ ನೌಕರರಿಗೆ ಅನುಕೂಲವಾಗಿದೆ ಎಂದರು. ಇದಕ್ಕೆ ಕಾರಣರಾದ ಸಿದ್ದರಾಮಯ್ಯ ಹಾಗೂ ಸರ್ಕಾರಕ್ಕೆ ಅಭಿನಂದನೆ ಸಲ್ಲಿಸುತ್ತೇವೆ. ಸರ್ಕಾರ ಕೂಡಲೇ ಆದೇಶ ಜಾರಿಗೊಳಿಸಬೇಕು ಎಂದು ಆಗ್ರಹಿಸಿದರು. ಸುದ್ದಿಗೋಷ್ಠಿಯಲ್ಲಿ ಸಂಘಟನೆಯ ತಾಲ್ಲೂಕು ಅಧ್ಯಕ್ಷರು, ಪದಾಧಿಕಾರಿಗಳು ಹಾಜರಿದ್ದರು. <box>1089 1507 1452 1641</box>
crime-headline-3: ಬಿಕಾಂ ವಿದ್ಯಾರ್ಥಿನಿ ಆತ್ಮಹತ್ಯೆ <box>266 1997 455 2021</box>
mumbadthi-headline <box>1089 1289 1454 1350</box>
